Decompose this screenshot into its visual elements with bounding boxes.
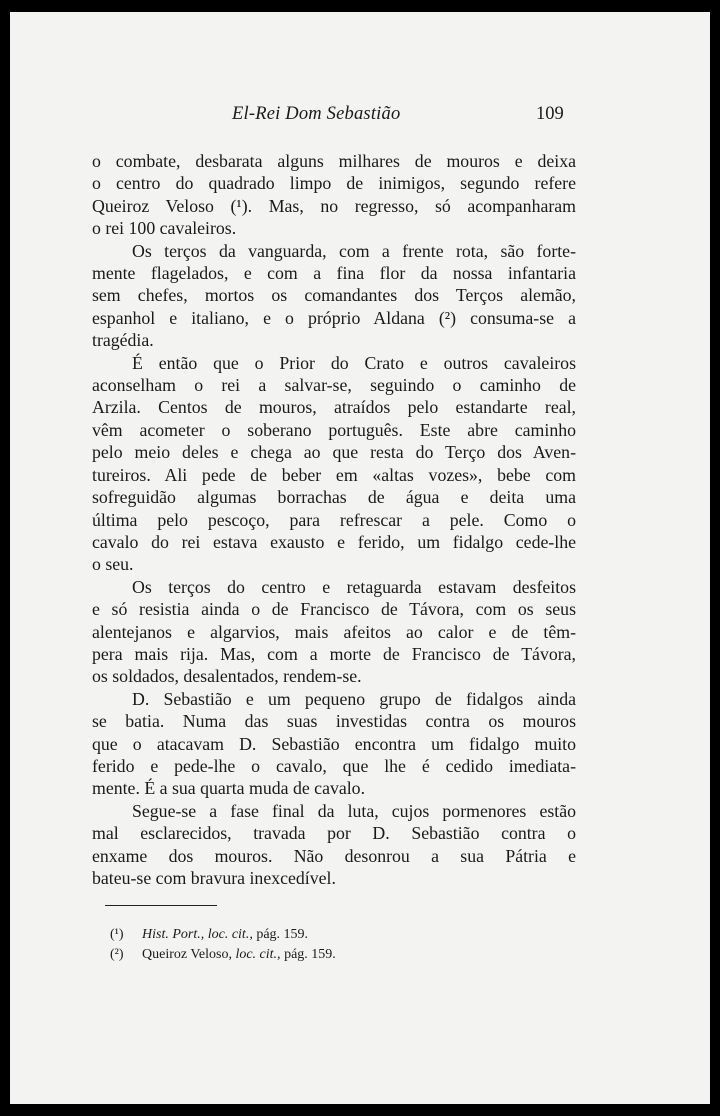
paragraph xyxy=(92,240,576,352)
text-line: enxame dos mouros. Não desonrou a sua Pátria e xyxy=(92,845,576,866)
text-line: alentejanos e algarvios, mais afeitos ao calor e de têm- xyxy=(92,621,576,642)
text-line: Arzila. Centos de mouros, atraídos pelo estandarte real, xyxy=(92,397,576,418)
text-line: Os terços da vanguarda, com a frente rota, são forte- xyxy=(132,240,576,261)
text-line: tureiros. Ali pede de beber em «altas vozes», bebe com xyxy=(92,464,576,485)
footnote-page: pág. 159. xyxy=(252,927,309,942)
paragraph xyxy=(92,576,576,688)
footnote-page: pág. 159. xyxy=(280,947,336,962)
paragraph xyxy=(92,150,576,240)
text-line: cavalo do rei estava exausto e ferido, um fidalgo cede-lhe xyxy=(92,531,576,552)
footnote-source: loc. cit., xyxy=(235,947,281,962)
text-line: e só resistia ainda o de Francisco de Távora, com os seus xyxy=(92,599,576,620)
text-line: pelo meio deles e chega ao que resta do Terço dos Aven- xyxy=(92,442,576,463)
paragraph xyxy=(92,352,576,576)
text-line: Os terços do centro e retaguarda estavam desfeitos xyxy=(132,576,576,597)
text-line: se batia. Numa das suas investidas contra os mouros xyxy=(92,711,576,732)
footnote xyxy=(110,925,550,945)
footnote-mark: (²) xyxy=(110,947,124,962)
text-line: bateu-se com bravura inexcedível. xyxy=(92,868,336,888)
running-title: El-Rei Dom Sebastião xyxy=(232,104,401,124)
footnote-source: Hist. Port., loc. cit., xyxy=(142,927,253,942)
footnotes xyxy=(110,925,550,965)
text-line: aconselham o rei a salvar-se, seguindo o caminho de xyxy=(92,375,576,396)
text-line: Queiroz Veloso (¹). Mas, no regresso, só acompanharam xyxy=(92,195,576,216)
footnote xyxy=(110,945,550,965)
text-line: vêm acometer o soberano português. Este abre caminho xyxy=(92,419,576,440)
running-header xyxy=(10,104,710,130)
text-line: o rei 100 cavaleiros. xyxy=(92,218,237,239)
text-line: tragédia. xyxy=(92,330,154,351)
text-line: pera mais rija. Mas, com a morte de Francisco de Távora, xyxy=(92,643,576,664)
text-line: sofreguidão algumas borrachas de água e deita uma xyxy=(92,487,576,508)
text-line: o combate, desbarata alguns milhares de mouros e deixa xyxy=(92,151,576,171)
text-line: última pelo pescoço, para refrescar a pele. Como o xyxy=(92,509,576,530)
footnote-author: Queiroz Veloso, xyxy=(142,947,236,962)
footnote-mark: (¹) xyxy=(110,927,124,942)
text-line: mente. É a sua quarta muda de cavalo. xyxy=(92,778,366,799)
book-page xyxy=(10,12,710,1104)
page-number: 109 xyxy=(536,104,564,124)
body-text xyxy=(92,150,576,889)
text-line: o centro do quadrado limpo de inimigos, segundo refere xyxy=(92,173,576,194)
text-line: mente flagelados, e com a fina flor da nossa infantaria xyxy=(92,263,576,284)
text-line: ferido e pede-lhe o cavalo, que lhe é cedido imediata- xyxy=(92,755,576,776)
text-line: que o atacavam D. Sebastião encontra um fidalgo muito xyxy=(92,733,576,754)
text-line: D. Sebastião e um pequeno grupo de fidalgos ainda xyxy=(132,688,576,709)
text-line: mal esclarecidos, travada por D. Sebastião contra o xyxy=(92,823,576,844)
text-line: Segue-se a fase final da luta, cujos pormenores estão xyxy=(132,800,576,821)
paragraph xyxy=(92,688,576,800)
paragraph xyxy=(92,800,576,890)
text-line: os soldados, desalentados, rendem-se. xyxy=(92,666,362,687)
footnote-separator xyxy=(105,905,217,906)
text-line: o seu. xyxy=(92,554,134,575)
text-line: É então que o Prior do Crato e outros cavaleiros xyxy=(132,352,576,373)
text-line: espanhol e italiano, e o próprio Aldana (²) consuma-se a xyxy=(92,307,576,328)
text-line: sem chefes, mortos os comandantes dos Terços alemão, xyxy=(92,285,576,306)
